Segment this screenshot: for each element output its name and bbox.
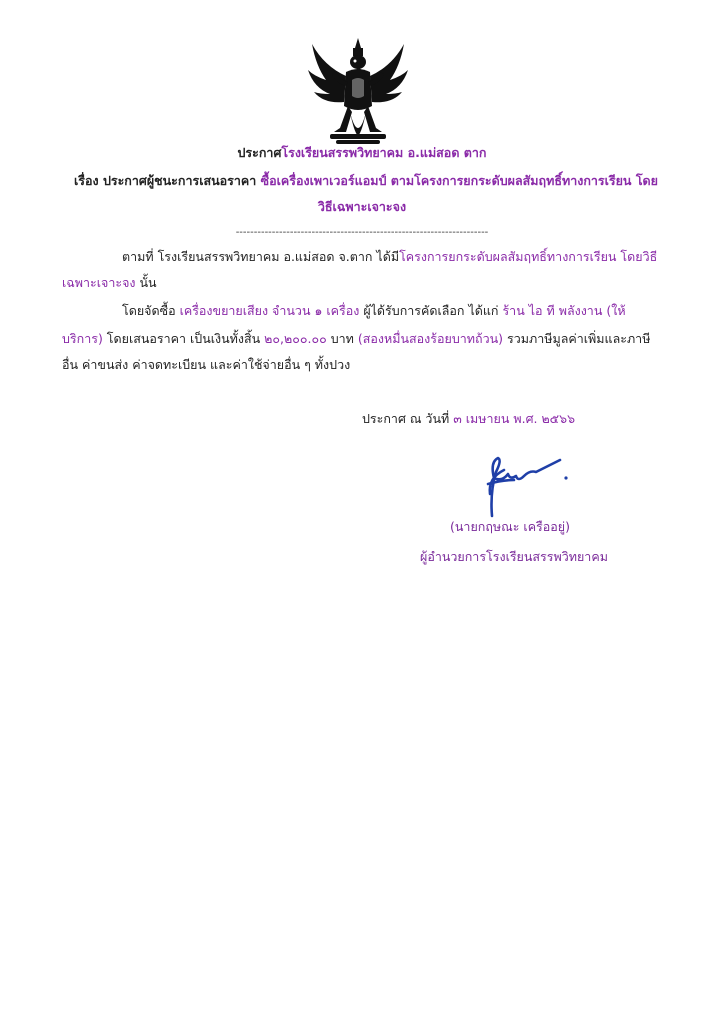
subject-line [74, 172, 658, 190]
subject-item: ซื้อเครื่องเพาเวอร์แอมป์ ตามโครงการยกระดับผลสัมฤทธิ์ทางการเรียน โดย [260, 173, 658, 188]
p1-ending: นั้น [135, 275, 157, 290]
announce-date: ๓ เมษายน พ.ศ. ๒๕๖๖ [453, 411, 576, 426]
p2-text-b: โดยเสนอราคา เป็นเงินทั้งสิ้น [102, 331, 265, 346]
garuda-emblem-icon [306, 36, 410, 148]
subject-method: วิธีเฉพาะเจาะจง [317, 199, 407, 214]
divider: ---------------------------------------------------------------------- [235, 227, 489, 238]
paragraph-2-line-1 [122, 302, 626, 320]
p2-amount-words: (สองหมื่นสองร้อยบาทถ้วน) [357, 331, 504, 346]
p2-amount: ๒๐,๒๐๐.๐๐ [264, 331, 327, 346]
p2-text-d: บาท [326, 331, 358, 346]
signer-name: (นายกฤษณะ เครืออยู่) [450, 519, 570, 534]
signer-position: ผู้อำนวยการโรงเรียนสรรพวิทยาคม [420, 549, 608, 564]
p2-item: เครื่องขยายเสียง จำนวน ๑ เครื่อง [179, 303, 360, 318]
signature-icon [462, 448, 574, 518]
paragraph-1-line-2 [62, 274, 157, 292]
announce-date-line [362, 410, 575, 428]
p2-vendor-cont: บริการ) [62, 331, 103, 346]
p2-text-f: รวมภาษีมูลค่าเพิ่มและภาษี [503, 331, 651, 346]
paragraph-2-line-2 [62, 330, 650, 348]
p1-text-a: ตามที่ โรงเรียนสรรพวิทยาคม อ.แม่สอด จ.ตาก ได้มี [122, 249, 400, 264]
paragraph-2-line-3: อื่น ค่าขนส่ง ค่าจดทะเบียน และค่าใช้จ่ายอื่น ๆ ทั้งปวง [62, 357, 351, 372]
title-school: โรงเรียนสรรพวิทยาคม อ.แม่สอด ตาก [281, 145, 487, 160]
paragraph-1-line-1 [122, 248, 657, 266]
p2-text-a: โดยจัดซื้อ [122, 303, 180, 318]
p1-project: โครงการยกระดับผลสัมฤทธิ์ทางการเรียน โดยวิธี [399, 249, 658, 264]
announce-prefix: ประกาศ ณ วันที่ [362, 411, 454, 426]
announcement-title [0, 144, 724, 162]
subject-prefix: เรื่อง ประกาศผู้ชนะการเสนอราคา [74, 173, 257, 188]
p2-vendor: ร้าน ไอ ที พลังงาน (ให้ [502, 303, 626, 318]
p2-text-c: ผู้ได้รับการคัดเลือก ได้แก่ [359, 303, 503, 318]
p1-method: เฉพาะเจาะจง [62, 275, 136, 290]
title-prefix: ประกาศ [237, 145, 282, 160]
